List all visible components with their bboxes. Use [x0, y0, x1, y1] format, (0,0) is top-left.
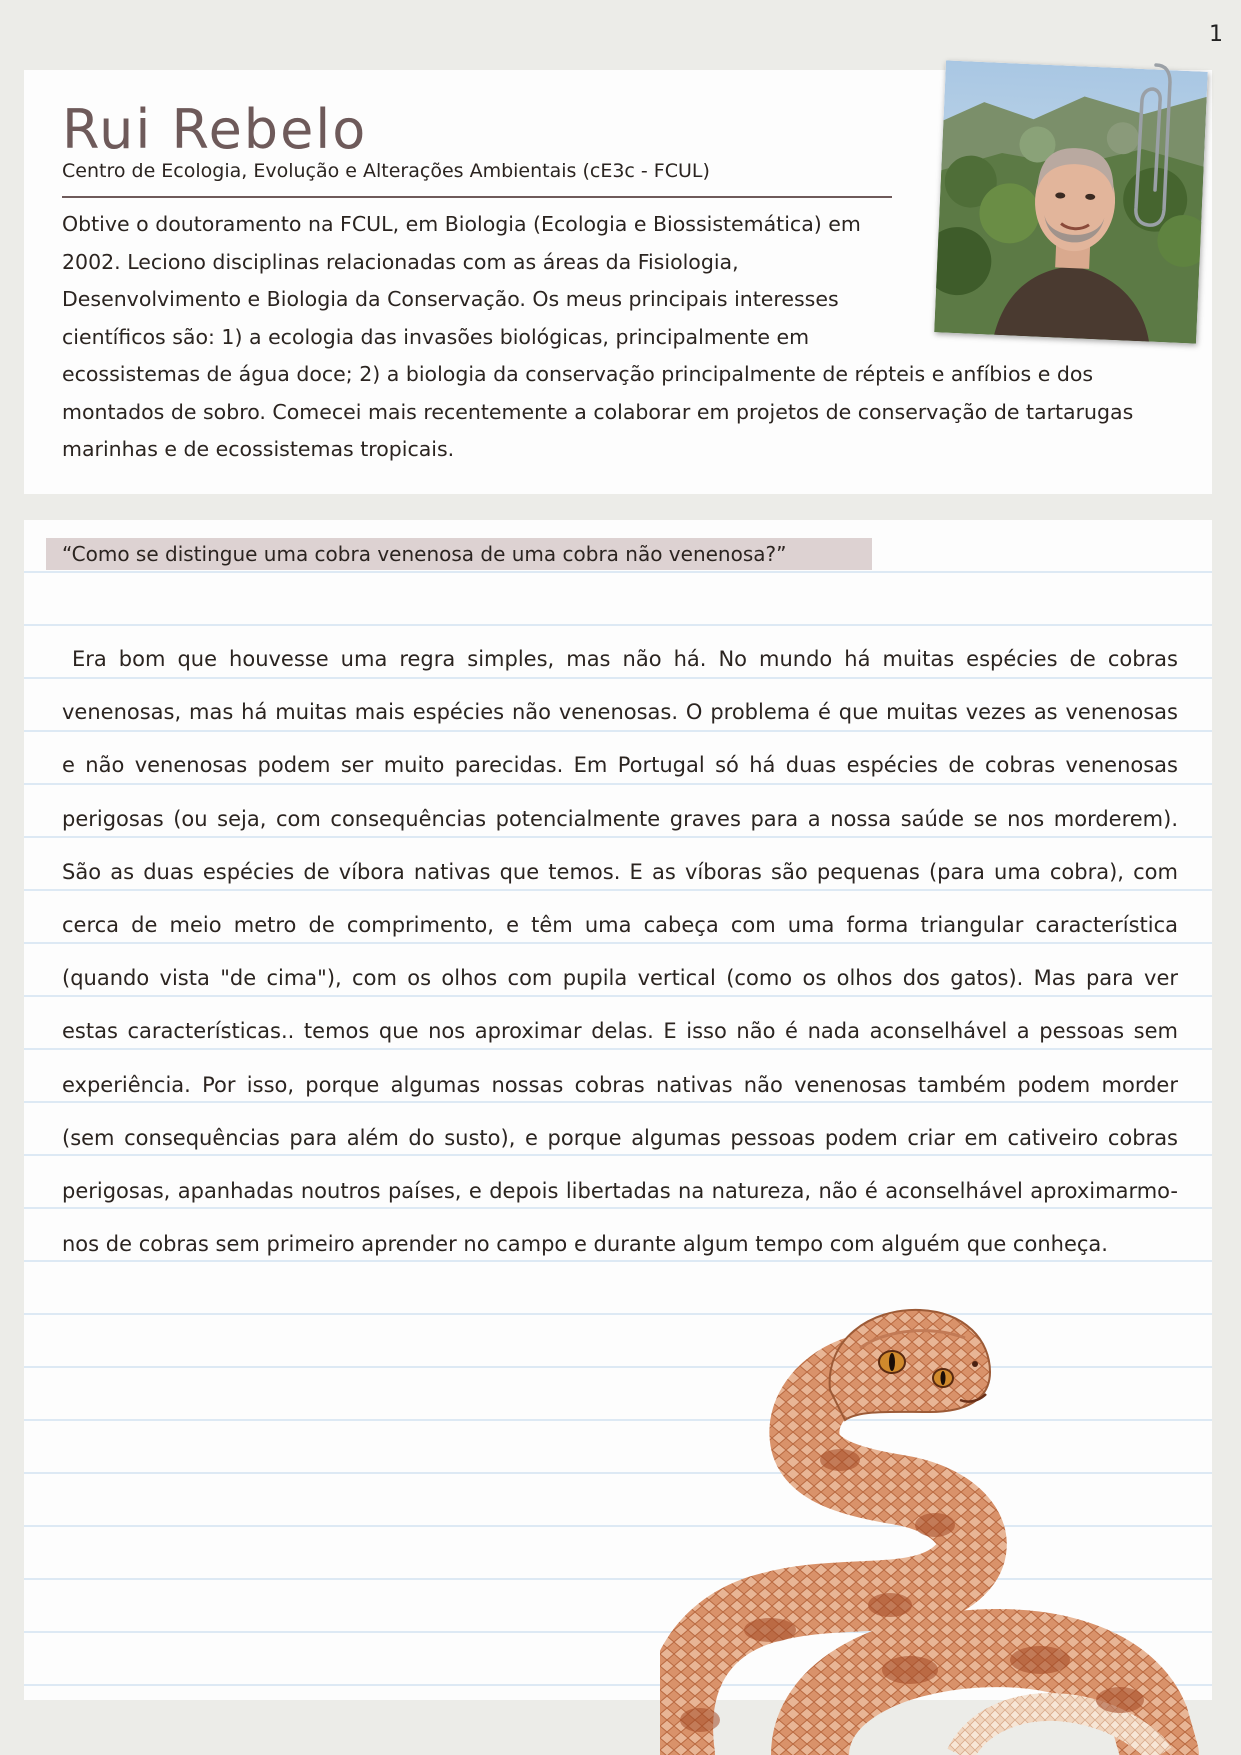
- question-highlight: “Como se distingue uma cobra venenosa de uma cobra não venenosa?”: [46, 538, 872, 570]
- bio-text: Obtive o doutoramento na FCUL, em Biologia (Ecologia e Biossistemática) em 2002. Leciono disciplinas relacionadas com as áreas da Fisiologia, Desenvolvimento e Biologia da Conservação. Os meus principais interesses científicos são: 1) a ecologia das invasões biológicas, principalmente em ecossistemas de água doce; 2) a biologia da conservação principalmente de répteis e anfíbios e dos montados de sobro. Comecei mais recentemente a colaborar em projetos de conservação de tartarugas marinhas e de ecossistemas tropicais.: [62, 212, 1134, 461]
- snake-illustration: [660, 1300, 1240, 1755]
- paperclip-icon: [1126, 60, 1176, 230]
- author-name: Rui Rebelo: [62, 98, 368, 161]
- page-number: 1: [1209, 22, 1223, 47]
- answer-paragraph: Era bom que houvesse uma regra simples, mas não há. No mundo há muitas espécies de cobras venenosas, mas há muitas mais espécies não venenosas. O problema é que muitas vezes as venenosas e não venenosas podem ser muito parecidas. Em Portugal só há duas espécies de cobras venenosas perigosas (ou seja, com consequências potencialmente graves para a nossa saúde se nos morderem). São as duas espécies de víbora nativas que temos. E as víboras são pequenas (para uma cobra), com cerca de meio metro de comprimento, e têm uma cabeça com uma forma triangular característica (quando vista "de cima"), com os olhos com pupila vertical (como os olhos dos gatos). Mas para ver estas características.. temos que nos aproximar delas. E isso não é nada aconselhável a pessoas sem experiência. Por isso, porque algumas nossas cobras nativas não venenosas também podem morder (sem consequências para além do susto), e porque algumas pessoas podem criar em cativeiro cobras perigosas, apanhadas noutros países, e depois libertadas na natureza, não é aconselhável aproximarmo-nos de cobras sem primeiro aprender no campo e durante algum tempo com alguém que conheça.: [62, 647, 1178, 1257]
- title-divider: [62, 196, 892, 198]
- author-affiliation: Centro de Ecologia, Evolução e Alterações Ambientais (cE3c - FCUL): [62, 160, 710, 182]
